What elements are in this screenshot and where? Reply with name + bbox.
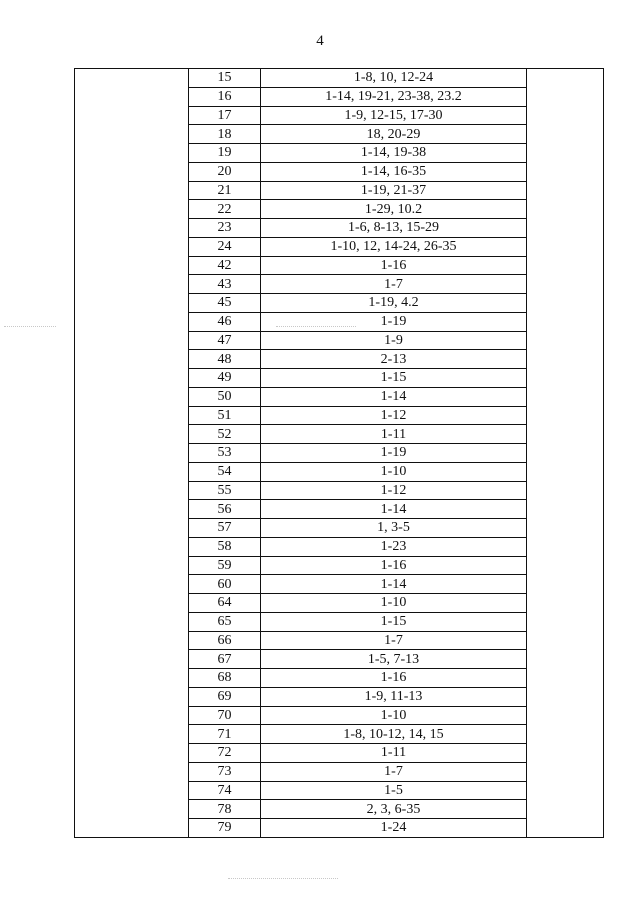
- table-row: [75, 256, 604, 275]
- empty-right-cell: [527, 669, 604, 688]
- empty-right-cell: [527, 744, 604, 763]
- empty-left-cell: [75, 106, 189, 125]
- scan-artifact-middle: [276, 326, 356, 327]
- row-number-cell: 64: [189, 594, 261, 613]
- row-items-cell: 1-9, 12-15, 17-30: [261, 106, 527, 125]
- row-items-cell: 1-19, 4.2: [261, 294, 527, 313]
- row-number-cell: 48: [189, 350, 261, 369]
- empty-left-cell: [75, 612, 189, 631]
- row-number-cell: 49: [189, 369, 261, 388]
- empty-left-cell: [75, 744, 189, 763]
- row-number-cell: 45: [189, 294, 261, 313]
- table-row: [75, 462, 604, 481]
- table-row: [75, 612, 604, 631]
- row-items-cell: 1-14: [261, 500, 527, 519]
- empty-right-cell: [527, 125, 604, 144]
- table-row: [75, 312, 604, 331]
- empty-left-cell: [75, 556, 189, 575]
- empty-right-cell: [527, 350, 604, 369]
- table-row: [75, 594, 604, 613]
- empty-left-cell: [75, 706, 189, 725]
- scan-artifact-bottom: [228, 878, 338, 879]
- table-row: [75, 181, 604, 200]
- table-row: [75, 444, 604, 463]
- table-row: [75, 294, 604, 313]
- row-number-cell: 21: [189, 181, 261, 200]
- table-row: [75, 369, 604, 388]
- empty-left-cell: [75, 181, 189, 200]
- table-row: [75, 575, 604, 594]
- row-number-cell: 59: [189, 556, 261, 575]
- empty-left-cell: [75, 575, 189, 594]
- row-items-cell: 1-8, 10-12, 14, 15: [261, 725, 527, 744]
- table-row: [75, 762, 604, 781]
- row-number-cell: 60: [189, 575, 261, 594]
- empty-left-cell: [75, 200, 189, 219]
- row-number-cell: 47: [189, 331, 261, 350]
- row-number-cell: 58: [189, 537, 261, 556]
- empty-left-cell: [75, 69, 189, 88]
- row-items-cell: 1-10, 12, 14-24, 26-35: [261, 237, 527, 256]
- table-row: [75, 125, 604, 144]
- table-row: [75, 387, 604, 406]
- table-row: [75, 744, 604, 763]
- row-number-cell: 57: [189, 519, 261, 538]
- row-items-cell: 1-9: [261, 331, 527, 350]
- row-items-cell: 1-12: [261, 406, 527, 425]
- row-items-cell: 1-6, 8-13, 15-29: [261, 219, 527, 238]
- row-items-cell: 1-7: [261, 762, 527, 781]
- empty-right-cell: [527, 106, 604, 125]
- row-number-cell: 70: [189, 706, 261, 725]
- empty-right-cell: [527, 369, 604, 388]
- table-row: [75, 725, 604, 744]
- empty-left-cell: [75, 406, 189, 425]
- empty-left-cell: [75, 650, 189, 669]
- row-items-cell: 1-19: [261, 444, 527, 463]
- row-number-cell: 43: [189, 275, 261, 294]
- empty-right-cell: [527, 612, 604, 631]
- row-number-cell: 52: [189, 425, 261, 444]
- row-number-cell: 65: [189, 612, 261, 631]
- row-items-cell: 1-16: [261, 556, 527, 575]
- empty-right-cell: [527, 237, 604, 256]
- empty-right-cell: [527, 275, 604, 294]
- empty-right-cell: [527, 594, 604, 613]
- empty-left-cell: [75, 481, 189, 500]
- row-number-cell: 42: [189, 256, 261, 275]
- empty-left-cell: [75, 819, 189, 838]
- empty-left-cell: [75, 87, 189, 106]
- table-row: [75, 687, 604, 706]
- row-number-cell: 24: [189, 237, 261, 256]
- empty-right-cell: [527, 87, 604, 106]
- row-number-cell: 15: [189, 69, 261, 88]
- empty-right-cell: [527, 200, 604, 219]
- table-row: [75, 87, 604, 106]
- row-items-cell: 1-9, 11-13: [261, 687, 527, 706]
- row-items-cell: 1-14, 19-21, 23-38, 23.2: [261, 87, 527, 106]
- empty-left-cell: [75, 369, 189, 388]
- row-items-cell: 1-7: [261, 631, 527, 650]
- table-row: [75, 650, 604, 669]
- empty-right-cell: [527, 575, 604, 594]
- table-row: [75, 669, 604, 688]
- table-row: [75, 819, 604, 838]
- empty-left-cell: [75, 444, 189, 463]
- empty-left-cell: [75, 631, 189, 650]
- row-number-cell: 79: [189, 819, 261, 838]
- empty-left-cell: [75, 219, 189, 238]
- row-items-cell: 1-29, 10.2: [261, 200, 527, 219]
- row-number-cell: 55: [189, 481, 261, 500]
- empty-right-cell: [527, 69, 604, 88]
- table-row: [75, 200, 604, 219]
- empty-left-cell: [75, 275, 189, 294]
- empty-right-cell: [527, 219, 604, 238]
- row-items-cell: 1-11: [261, 425, 527, 444]
- empty-right-cell: [527, 144, 604, 163]
- table-row: [75, 219, 604, 238]
- empty-left-cell: [75, 594, 189, 613]
- empty-right-cell: [527, 181, 604, 200]
- row-items-cell: 1-15: [261, 612, 527, 631]
- row-items-cell: 1-10: [261, 462, 527, 481]
- table-row: [75, 537, 604, 556]
- row-items-cell: 1-5, 7-13: [261, 650, 527, 669]
- empty-right-cell: [527, 444, 604, 463]
- row-number-cell: 51: [189, 406, 261, 425]
- table-body: [75, 69, 604, 838]
- row-items-cell: 1, 3-5: [261, 519, 527, 538]
- table-row: [75, 781, 604, 800]
- empty-left-cell: [75, 331, 189, 350]
- row-number-cell: 78: [189, 800, 261, 819]
- table-row: [75, 481, 604, 500]
- table-row: [75, 69, 604, 88]
- page-number: 4: [316, 33, 324, 49]
- scan-artifact-left: [4, 326, 56, 327]
- row-number-cell: 56: [189, 500, 261, 519]
- table-row: [75, 144, 604, 163]
- row-number-cell: 19: [189, 144, 261, 163]
- empty-right-cell: [527, 331, 604, 350]
- row-number-cell: 54: [189, 462, 261, 481]
- table-row: [75, 800, 604, 819]
- row-number-cell: 17: [189, 106, 261, 125]
- row-number-cell: 23: [189, 219, 261, 238]
- empty-left-cell: [75, 669, 189, 688]
- row-number-cell: 22: [189, 200, 261, 219]
- table-row: [75, 237, 604, 256]
- empty-left-cell: [75, 425, 189, 444]
- empty-left-cell: [75, 387, 189, 406]
- row-items-cell: 2-13: [261, 350, 527, 369]
- empty-right-cell: [527, 462, 604, 481]
- table-row: [75, 331, 604, 350]
- row-items-cell: 1-10: [261, 706, 527, 725]
- empty-right-cell: [527, 650, 604, 669]
- row-number-cell: 72: [189, 744, 261, 763]
- row-items-cell: 1-19, 21-37: [261, 181, 527, 200]
- empty-right-cell: [527, 481, 604, 500]
- table-row: [75, 500, 604, 519]
- empty-right-cell: [527, 519, 604, 538]
- table-row: [75, 275, 604, 294]
- empty-right-cell: [527, 819, 604, 838]
- row-items-cell: 1-14: [261, 575, 527, 594]
- empty-left-cell: [75, 500, 189, 519]
- row-number-cell: 73: [189, 762, 261, 781]
- empty-right-cell: [527, 294, 604, 313]
- row-number-cell: 71: [189, 725, 261, 744]
- row-items-cell: 1-8, 10, 12-24: [261, 69, 527, 88]
- empty-left-cell: [75, 350, 189, 369]
- row-items-cell: 1-5: [261, 781, 527, 800]
- row-items-cell: 1-19: [261, 312, 527, 331]
- table-row: [75, 406, 604, 425]
- empty-right-cell: [527, 256, 604, 275]
- row-number-cell: 68: [189, 669, 261, 688]
- empty-right-cell: [527, 162, 604, 181]
- empty-left-cell: [75, 294, 189, 313]
- row-items-cell: 1-14, 19-38: [261, 144, 527, 163]
- row-items-cell: 1-14, 16-35: [261, 162, 527, 181]
- empty-right-cell: [527, 631, 604, 650]
- empty-left-cell: [75, 725, 189, 744]
- row-items-cell: 1-16: [261, 669, 527, 688]
- row-items-cell: 1-12: [261, 481, 527, 500]
- row-number-cell: 18: [189, 125, 261, 144]
- table-row: [75, 162, 604, 181]
- empty-right-cell: [527, 706, 604, 725]
- empty-right-cell: [527, 537, 604, 556]
- empty-left-cell: [75, 781, 189, 800]
- table-row: [75, 556, 604, 575]
- empty-right-cell: [527, 687, 604, 706]
- empty-right-cell: [527, 781, 604, 800]
- row-items-cell: 1-23: [261, 537, 527, 556]
- empty-left-cell: [75, 237, 189, 256]
- empty-right-cell: [527, 725, 604, 744]
- row-items-cell: 1-11: [261, 744, 527, 763]
- empty-right-cell: [527, 500, 604, 519]
- row-number-cell: 66: [189, 631, 261, 650]
- row-items-cell: 1-7: [261, 275, 527, 294]
- row-items-cell: 2, 3, 6-35: [261, 800, 527, 819]
- row-number-cell: 69: [189, 687, 261, 706]
- row-number-cell: 20: [189, 162, 261, 181]
- empty-left-cell: [75, 537, 189, 556]
- empty-left-cell: [75, 519, 189, 538]
- empty-left-cell: [75, 256, 189, 275]
- row-number-cell: 16: [189, 87, 261, 106]
- empty-right-cell: [527, 425, 604, 444]
- empty-right-cell: [527, 387, 604, 406]
- empty-left-cell: [75, 462, 189, 481]
- row-items-cell: 1-16: [261, 256, 527, 275]
- empty-right-cell: [527, 406, 604, 425]
- empty-left-cell: [75, 312, 189, 331]
- table-row: [75, 631, 604, 650]
- table-row: [75, 706, 604, 725]
- table-row: [75, 425, 604, 444]
- empty-left-cell: [75, 162, 189, 181]
- table-row: [75, 350, 604, 369]
- row-number-cell: 67: [189, 650, 261, 669]
- row-number-cell: 50: [189, 387, 261, 406]
- row-number-cell: 53: [189, 444, 261, 463]
- empty-left-cell: [75, 762, 189, 781]
- row-items-cell: 1-24: [261, 819, 527, 838]
- row-items-cell: 1-14: [261, 387, 527, 406]
- table-row: [75, 106, 604, 125]
- empty-right-cell: [527, 312, 604, 331]
- empty-left-cell: [75, 687, 189, 706]
- row-items-cell: 1-10: [261, 594, 527, 613]
- row-number-cell: 74: [189, 781, 261, 800]
- empty-right-cell: [527, 762, 604, 781]
- row-items-cell: 1-15: [261, 369, 527, 388]
- table-row: [75, 519, 604, 538]
- empty-right-cell: [527, 800, 604, 819]
- empty-left-cell: [75, 800, 189, 819]
- document-table: [74, 68, 604, 838]
- row-items-cell: 18, 20-29: [261, 125, 527, 144]
- empty-right-cell: [527, 556, 604, 575]
- empty-left-cell: [75, 125, 189, 144]
- row-number-cell: 46: [189, 312, 261, 331]
- empty-left-cell: [75, 144, 189, 163]
